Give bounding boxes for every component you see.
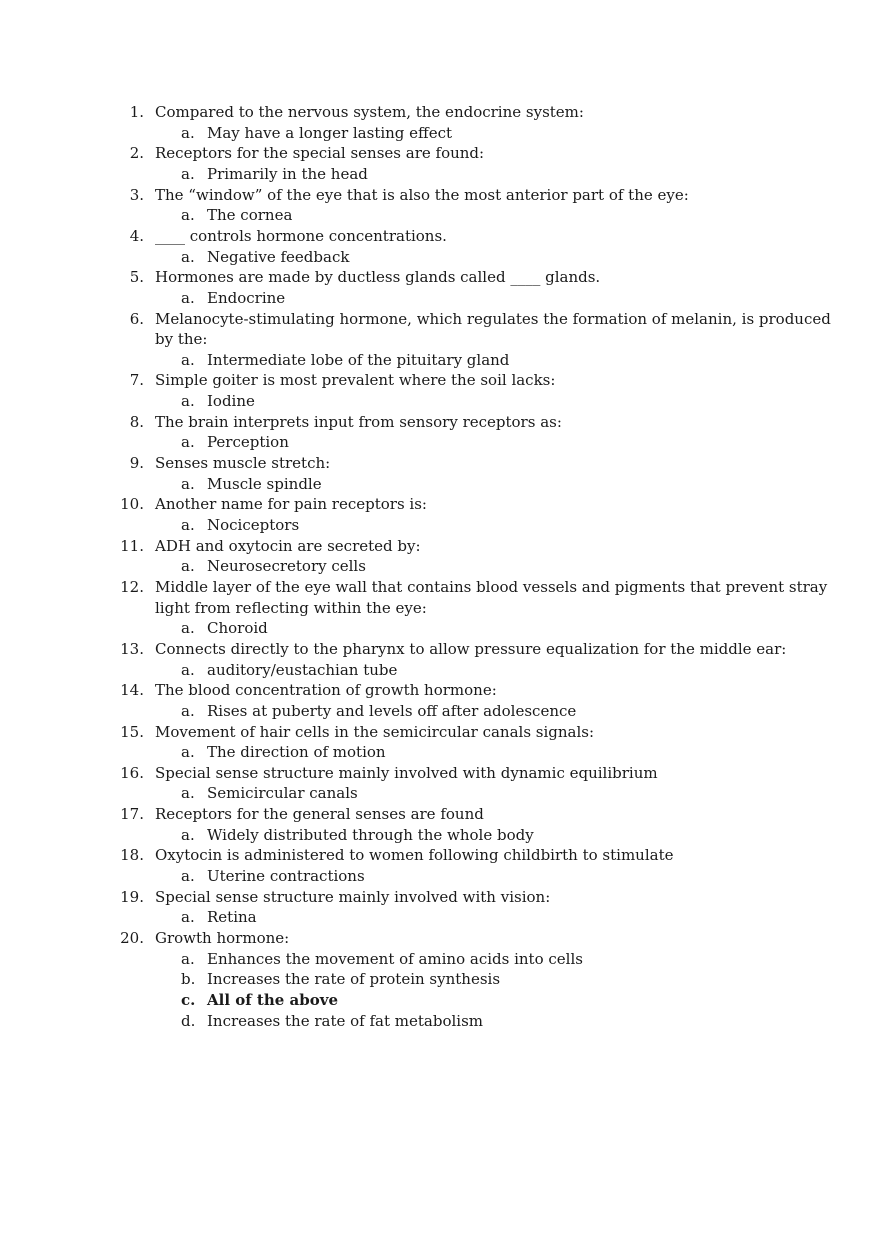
- question-number: 6.: [129, 309, 144, 328]
- question-text: light from reflecting within the eye:: [155, 598, 427, 617]
- answer-letter: a.: [181, 288, 195, 307]
- answer-text: The direction of motion: [207, 743, 386, 762]
- question-text: Special sense structure mainly involved with dynamic equilibrium: [155, 763, 658, 782]
- answer-text: Intermediate lobe of the pituitary gland: [207, 350, 510, 369]
- answer-text: Uterine contractions: [207, 867, 365, 885]
- question-text: The brain interprets input from sensory receptors as:: [155, 412, 562, 431]
- question-text: Growth hormone:: [155, 929, 290, 947]
- answer-letter: a.: [181, 123, 195, 142]
- answer-text: The cornea: [207, 206, 293, 225]
- question-number: 15.: [120, 722, 144, 741]
- answer-letter: a.: [181, 908, 195, 927]
- question-text: Movement of hair cells in the semicircular canals signals:: [155, 722, 595, 741]
- question-number: 12.: [120, 578, 144, 596]
- answer-letter: a.: [181, 164, 195, 183]
- question-number: 11.: [120, 536, 144, 555]
- answer-text: Negative feedback: [207, 247, 350, 266]
- answer-letter: d.: [181, 1011, 196, 1030]
- question-number: 9.: [129, 454, 144, 472]
- answer-text: Iodine: [207, 392, 255, 411]
- answer-text: Rises at puberty and levels off after adolescence: [207, 701, 577, 720]
- question-number: 17.: [120, 805, 144, 824]
- answer-letter: a.: [181, 825, 195, 844]
- question-text: Compared to the nervous system, the endocrine system:: [155, 103, 584, 121]
- answer-letter: a.: [181, 660, 195, 679]
- answer-text: May have a longer lasting effect: [207, 123, 453, 142]
- question-number: 7.: [129, 371, 144, 390]
- answer-text: Retina: [207, 908, 257, 927]
- question-text: by the:: [155, 330, 208, 349]
- question-number: 8.: [129, 412, 144, 431]
- answer-letter: a.: [181, 474, 195, 493]
- answer-letter: a.: [181, 557, 195, 576]
- answer-letter: a.: [181, 392, 195, 411]
- answer-letter: a.: [181, 433, 195, 452]
- answer-letter: a.: [181, 206, 195, 225]
- answer-text: Enhances the movement of amino acids into cells: [207, 949, 583, 968]
- answer-letter: c.: [181, 990, 196, 1009]
- question-text: Middle layer of the eye wall that contains blood vessels and pigments that prevent stray: [155, 578, 828, 596]
- question-text: Receptors for the special senses are found:: [155, 144, 485, 163]
- question-number: 2.: [129, 144, 144, 163]
- answer-text: Semicircular canals: [207, 784, 358, 803]
- answer-letter: a.: [181, 784, 195, 803]
- answer-text: Choroid: [207, 619, 268, 638]
- question-number: 4.: [129, 226, 144, 245]
- answer-letter: a.: [181, 619, 195, 638]
- question-number: 18.: [120, 846, 144, 865]
- answer-letter: a.: [181, 247, 195, 266]
- question-number: 20.: [120, 929, 144, 947]
- answer-text: All of the above: [207, 990, 339, 1009]
- question-text: The “window” of the eye that is also the most anterior part of the eye:: [155, 185, 689, 204]
- question-number: 3.: [129, 185, 144, 204]
- question-text: Receptors for the general senses are found: [155, 805, 484, 824]
- question-text: Oxytocin is administered to women following childbirth to stimulate: [155, 846, 674, 865]
- answer-letter: b.: [181, 970, 196, 989]
- question-text: ADH and oxytocin are secreted by:: [155, 536, 421, 555]
- answer-text: Nociceptors: [207, 516, 300, 534]
- question-number: 13.: [120, 639, 144, 658]
- answer-text: Endocrine: [207, 288, 286, 307]
- answer-text: Increases the rate of fat metabolism: [207, 1011, 483, 1030]
- answer-text: auditory/eustachian tube: [207, 660, 398, 679]
- question-text: Simple goiter is most prevalent where the soil lacks:: [155, 371, 556, 390]
- question-text: The blood concentration of growth hormone:: [155, 681, 497, 700]
- answer-text: Increases the rate of protein synthesis: [207, 970, 501, 989]
- question-number: 19.: [120, 887, 144, 906]
- answer-text: Widely distributed through the whole body: [207, 825, 534, 844]
- question-text: Senses muscle stretch:: [155, 454, 331, 472]
- question-number: 16.: [120, 763, 144, 782]
- answer-letter: a.: [181, 949, 195, 968]
- question-number: 14.: [120, 681, 144, 700]
- question-number: 1.: [129, 103, 144, 121]
- question-number: 5.: [129, 268, 144, 287]
- answer-text: Neurosecretory cells: [207, 557, 366, 576]
- question-text: Hormones are made by ductless glands called ____ glands.: [155, 268, 601, 287]
- answer-letter: a.: [181, 867, 195, 885]
- question-text: Another name for pain receptors is:: [155, 495, 427, 514]
- answer-letter: a.: [181, 743, 195, 762]
- question-text: ____ controls hormone concentrations.: [155, 226, 447, 245]
- question-text: Melanocyte-stimulating hormone, which regulates the formation of melanin, is produced: [155, 309, 831, 328]
- answer-text: Muscle spindle: [207, 474, 322, 493]
- question-text: Special sense structure mainly involved with vision:: [155, 887, 551, 906]
- answer-text: Perception: [207, 433, 289, 452]
- answer-letter: a.: [181, 350, 195, 369]
- answer-text: Primarily in the head: [207, 164, 368, 183]
- question-number: 10.: [120, 495, 144, 514]
- question-text: Connects directly to the pharynx to allow pressure equalization for the middle ear:: [155, 639, 787, 658]
- answer-letter: a.: [181, 701, 195, 720]
- answer-letter: a.: [181, 516, 195, 534]
